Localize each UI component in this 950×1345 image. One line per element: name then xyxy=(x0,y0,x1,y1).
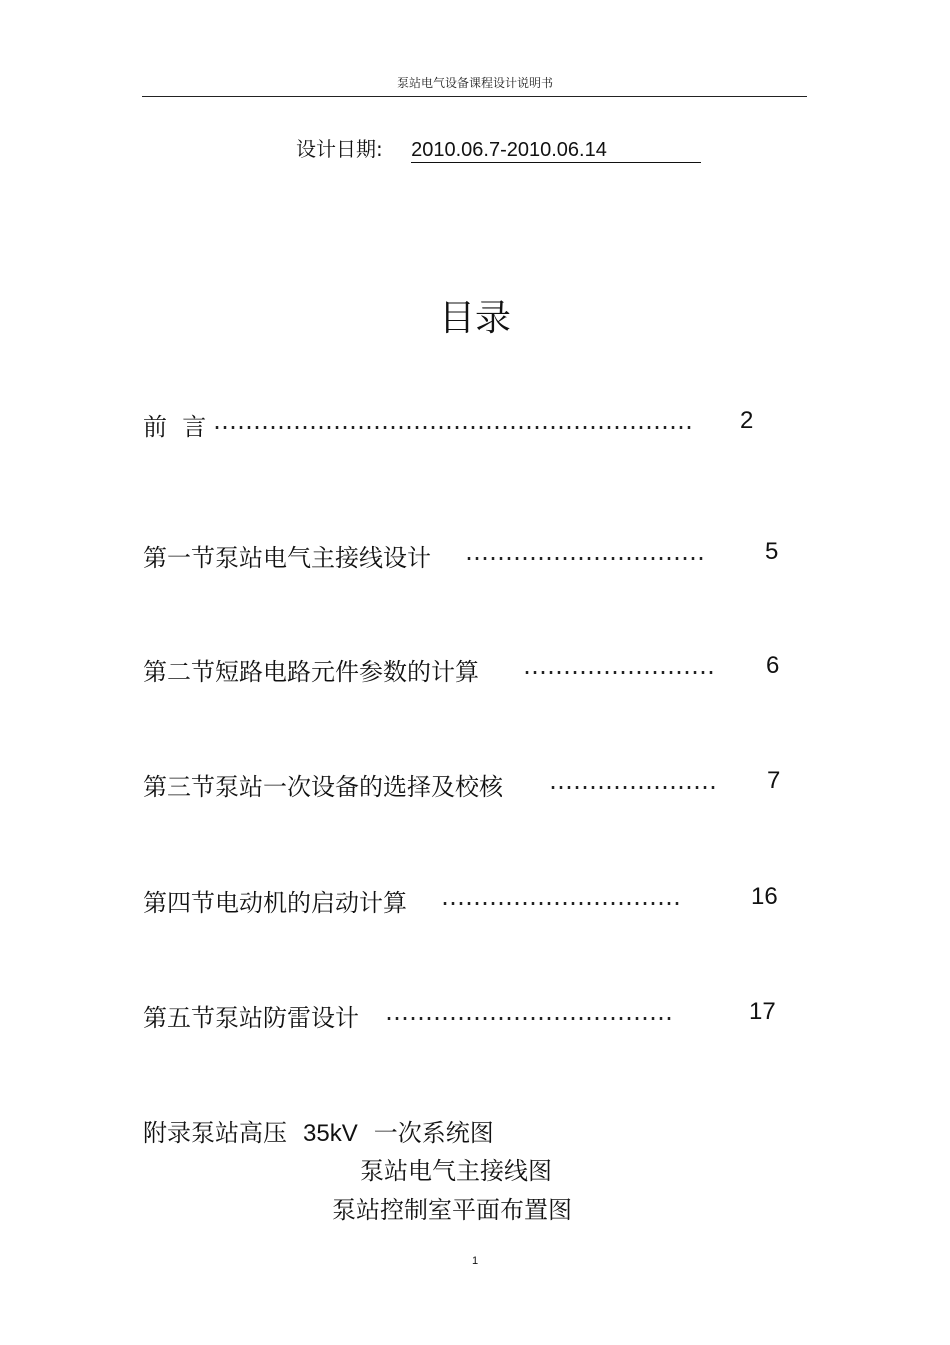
toc-entry-section-5[interactable] xyxy=(143,998,788,1030)
design-date-label: 设计日期: xyxy=(296,137,383,161)
toc-leader-dots: ………………………… xyxy=(441,883,681,911)
design-date-row xyxy=(296,133,701,163)
page-number: 1 xyxy=(471,1255,479,1267)
toc-entry-section-1[interactable] xyxy=(143,538,783,570)
toc-entry-label: 第四节电动机的启动计算 xyxy=(143,889,407,917)
toc-entry-preface[interactable] xyxy=(143,407,783,439)
toc-entry-section-3[interactable] xyxy=(143,767,788,799)
appendix-item: 泵站电气主接线图 xyxy=(360,1157,552,1185)
appendix-heading xyxy=(143,1113,494,1148)
toc-entry-page: 2 xyxy=(740,407,754,434)
header-rule xyxy=(142,96,807,97)
toc-entry-page: 7 xyxy=(767,767,781,794)
toc-entry-label: 第一节泵站电气主接线设计 xyxy=(143,544,431,572)
toc-entry-page: 5 xyxy=(765,538,779,565)
appendix-prefix: 附录泵站高压 xyxy=(143,1119,287,1147)
toc-leader-dots: ……………………………… xyxy=(385,998,673,1026)
toc-entry-page: 16 xyxy=(751,883,778,910)
toc-entry-label: 前 言 xyxy=(143,413,207,441)
toc-entry-section-4[interactable] xyxy=(143,883,788,915)
toc-entry-label: 第二节短路电路元件参数的计算 xyxy=(143,658,479,686)
running-header: 泵站电气设备课程设计说明书 xyxy=(396,76,553,90)
design-date-value: 2010.06.7-2010.06.14 xyxy=(411,138,701,163)
toc-entry-label: 第三节泵站一次设备的选择及校核 xyxy=(143,773,503,801)
toc-leader-dots: ………………… xyxy=(549,767,717,795)
appendix-item: 泵站控制室平面布置图 xyxy=(332,1196,572,1224)
toc-entry-page: 6 xyxy=(766,652,780,679)
toc-leader-dots: …………………………………………………… xyxy=(213,407,693,435)
toc-leader-dots: ………………………… xyxy=(465,538,705,566)
appendix-voltage: 35kV xyxy=(303,1120,358,1147)
toc-title: 目录 xyxy=(438,298,511,339)
toc-entry-page: 17 xyxy=(749,998,776,1025)
toc-leader-dots: …………………… xyxy=(523,652,715,680)
toc-entry-section-2[interactable] xyxy=(143,652,783,684)
appendix-item: 一次系统图 xyxy=(373,1119,494,1147)
toc-entry-label: 第五节泵站防雷设计 xyxy=(143,1004,359,1032)
